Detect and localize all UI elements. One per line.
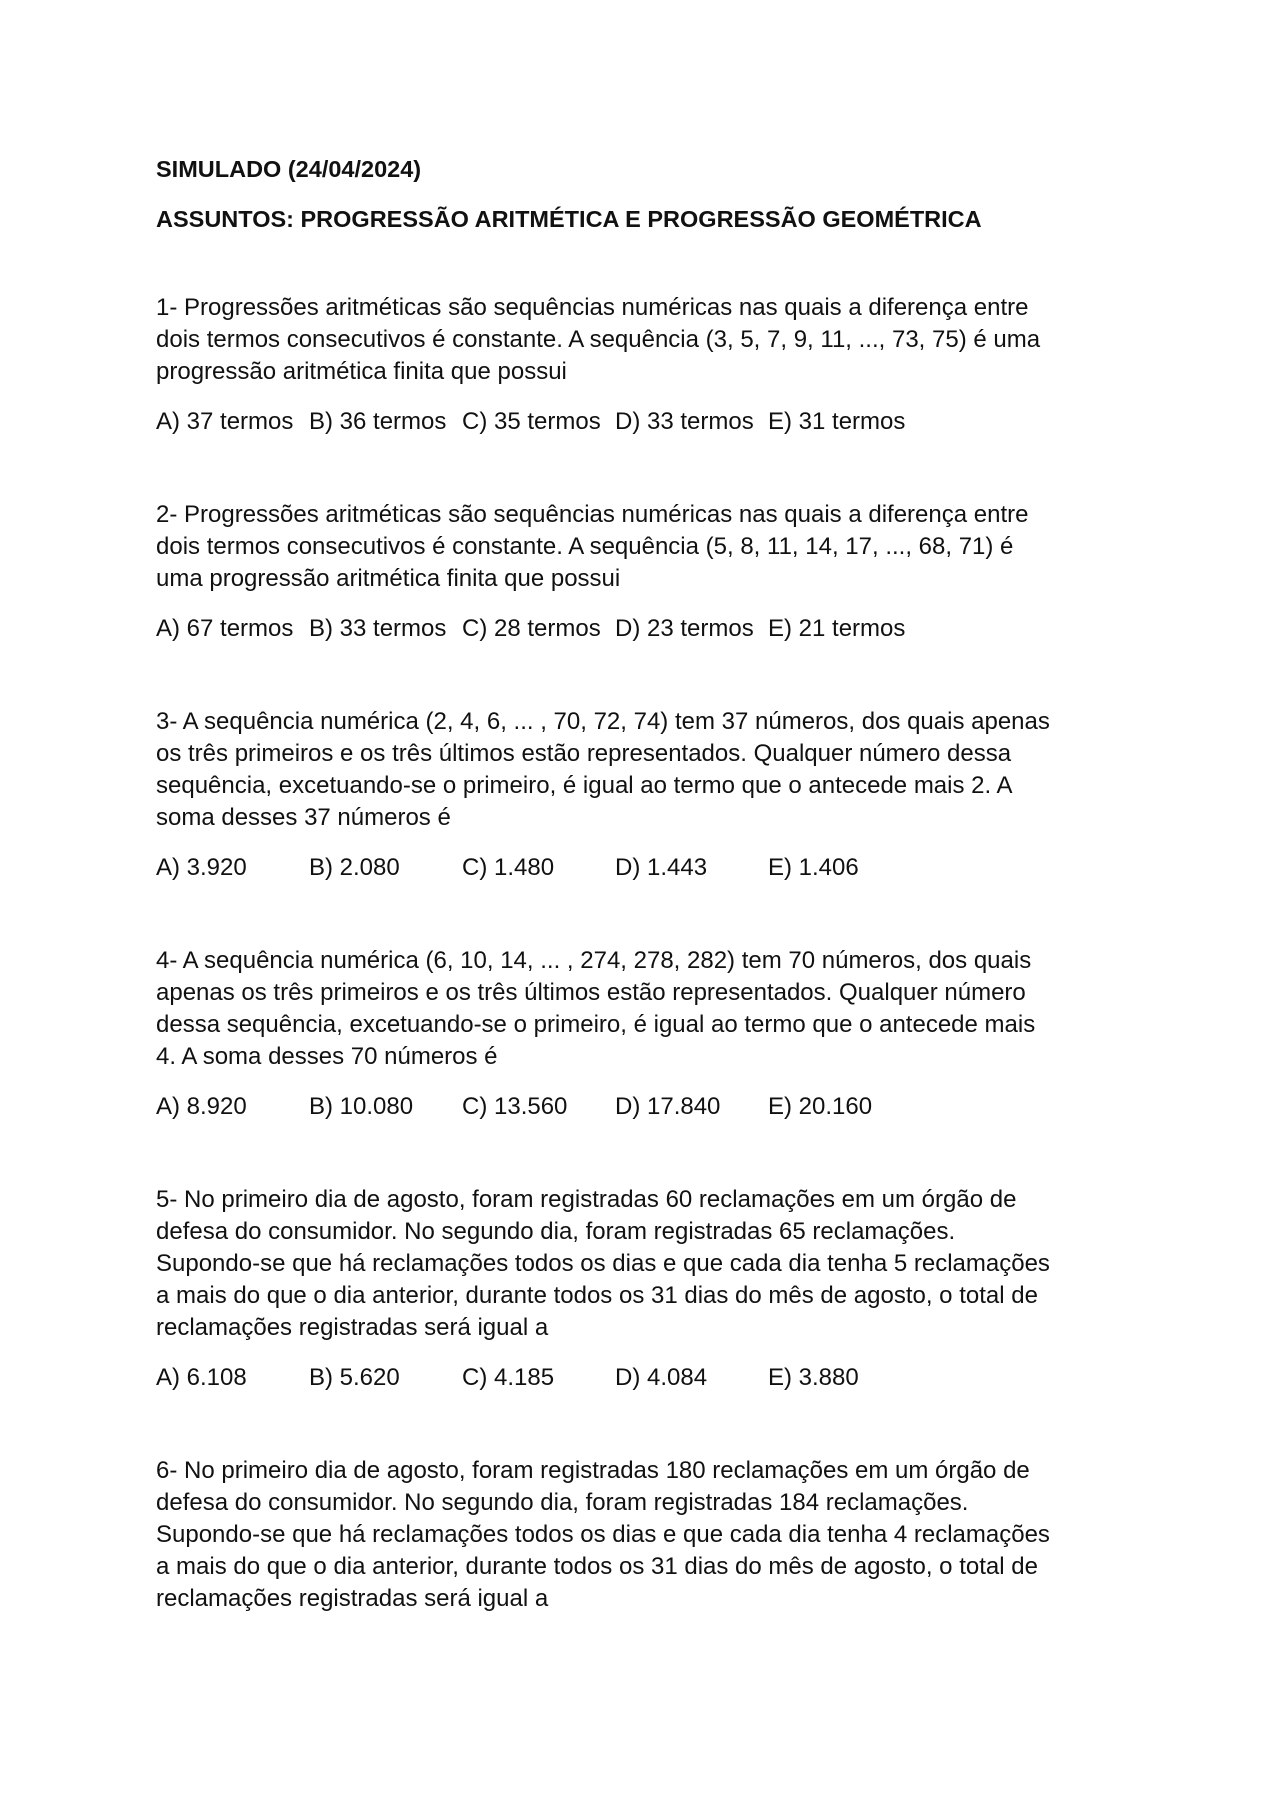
- option-b: B) 33 termos: [309, 615, 447, 642]
- answer-options: [156, 613, 1156, 645]
- question-line: soma desses 37 números é: [156, 804, 451, 831]
- answer-options: [156, 852, 1156, 884]
- question-text: [156, 945, 1156, 1073]
- option-c: C) 13.560: [462, 1093, 568, 1120]
- question-line: 4. A soma desses 70 números é: [156, 1043, 498, 1070]
- question-line: a mais do que o dia anterior, durante todos os 31 dias do mês de agosto, o total de: [156, 1553, 1038, 1580]
- question-line: reclamações registradas será igual a: [156, 1585, 549, 1612]
- question-line: defesa do consumidor. No segundo dia, foram registradas 184 reclamações.: [156, 1489, 969, 1516]
- option-b: B) 2.080: [309, 854, 400, 881]
- question-line: apenas os três primeiros e os três últimos estão representados. Qualquer número: [156, 979, 1026, 1006]
- question-5: [156, 1184, 1156, 1394]
- question-2: [156, 499, 1156, 645]
- option-e: E) 20.160: [768, 1093, 873, 1120]
- option-a: A) 8.920: [156, 1093, 247, 1120]
- question-line: dois termos consecutivos é constante. A sequência (5, 8, 11, 14, 17, ..., 68, 71) é: [156, 533, 1014, 560]
- option-d: D) 33 termos: [615, 408, 754, 435]
- question-line: 2- Progressões aritméticas são sequências numéricas nas quais a diferença entre: [156, 501, 1029, 528]
- question-line: dessa sequência, excetuando-se o primeiro, é igual ao termo que o antecede mais: [156, 1011, 1036, 1038]
- option-e: E) 3.880: [768, 1364, 859, 1391]
- option-b: B) 10.080: [309, 1093, 414, 1120]
- question-line: defesa do consumidor. No segundo dia, foram registradas 65 reclamações.: [156, 1218, 956, 1245]
- option-b: B) 36 termos: [309, 408, 447, 435]
- option-a: A) 37 termos: [156, 408, 294, 435]
- question-line: Supondo-se que há reclamações todos os dias e que cada dia tenha 5 reclamações: [156, 1250, 1050, 1277]
- option-c: C) 1.480: [462, 854, 555, 881]
- document-page: [156, 154, 1156, 1615]
- answer-options: [156, 406, 1156, 438]
- question-line: a mais do que o dia anterior, durante todos os 31 dias do mês de agosto, o total de: [156, 1282, 1038, 1309]
- question-line: dois termos consecutivos é constante. A sequência (3, 5, 7, 9, 11, ..., 73, 75) é uma: [156, 326, 1041, 353]
- option-a: A) 3.920: [156, 854, 247, 881]
- question-line: 3- A sequência numérica (2, 4, 6, ... , 70, 72, 74) tem 37 números, dos quais apenas: [156, 708, 1050, 735]
- question-line: sequência, excetuando-se o primeiro, é igual ao termo que o antecede mais 2. A: [156, 772, 1013, 799]
- option-d: D) 23 termos: [615, 615, 754, 642]
- question-text: [156, 1455, 1156, 1615]
- option-e: E) 21 termos: [768, 615, 906, 642]
- question-1: [156, 292, 1156, 438]
- option-b: B) 5.620: [309, 1364, 400, 1391]
- answer-options: [156, 1091, 1156, 1123]
- option-e: E) 31 termos: [768, 408, 906, 435]
- question-text: [156, 292, 1156, 388]
- question-line: 5- No primeiro dia de agosto, foram registradas 60 reclamações em um órgão de: [156, 1186, 1017, 1213]
- question-text: [156, 499, 1156, 595]
- question-line: Supondo-se que há reclamações todos os dias e que cada dia tenha 4 reclamações: [156, 1521, 1050, 1548]
- option-c: C) 35 termos: [462, 408, 601, 435]
- option-d: D) 4.084: [615, 1364, 708, 1391]
- question-line: 4- A sequência numérica (6, 10, 14, ... , 274, 278, 282) tem 70 números, dos quais: [156, 947, 1032, 974]
- exam-subject: ASSUNTOS: PROGRESSÃO ARITMÉTICA E PROGRESSÃO GEOMÉTRICA: [156, 206, 982, 232]
- exam-title: SIMULADO (24/04/2024): [156, 156, 422, 182]
- option-d: D) 1.443: [615, 854, 708, 881]
- question-text: [156, 1184, 1156, 1344]
- option-e: E) 1.406: [768, 854, 859, 881]
- question-3: [156, 706, 1156, 884]
- option-a: A) 6.108: [156, 1364, 247, 1391]
- option-c: C) 4.185: [462, 1364, 555, 1391]
- question-line: 6- No primeiro dia de agosto, foram registradas 180 reclamações em um órgão de: [156, 1457, 1030, 1484]
- question-4: [156, 945, 1156, 1123]
- option-a: A) 67 termos: [156, 615, 294, 642]
- option-c: C) 28 termos: [462, 615, 601, 642]
- question-text: [156, 706, 1156, 834]
- question-line: os três primeiros e os três últimos estão representados. Qualquer número dessa: [156, 740, 1012, 767]
- question-line: uma progressão aritmética finita que possui: [156, 565, 621, 592]
- option-d: D) 17.840: [615, 1093, 721, 1120]
- question-line: progressão aritmética finita que possui: [156, 358, 567, 385]
- question-line: reclamações registradas será igual a: [156, 1314, 549, 1341]
- answer-options: [156, 1362, 1156, 1394]
- question-6: [156, 1455, 1156, 1615]
- question-line: 1- Progressões aritméticas são sequências numéricas nas quais a diferença entre: [156, 294, 1029, 321]
